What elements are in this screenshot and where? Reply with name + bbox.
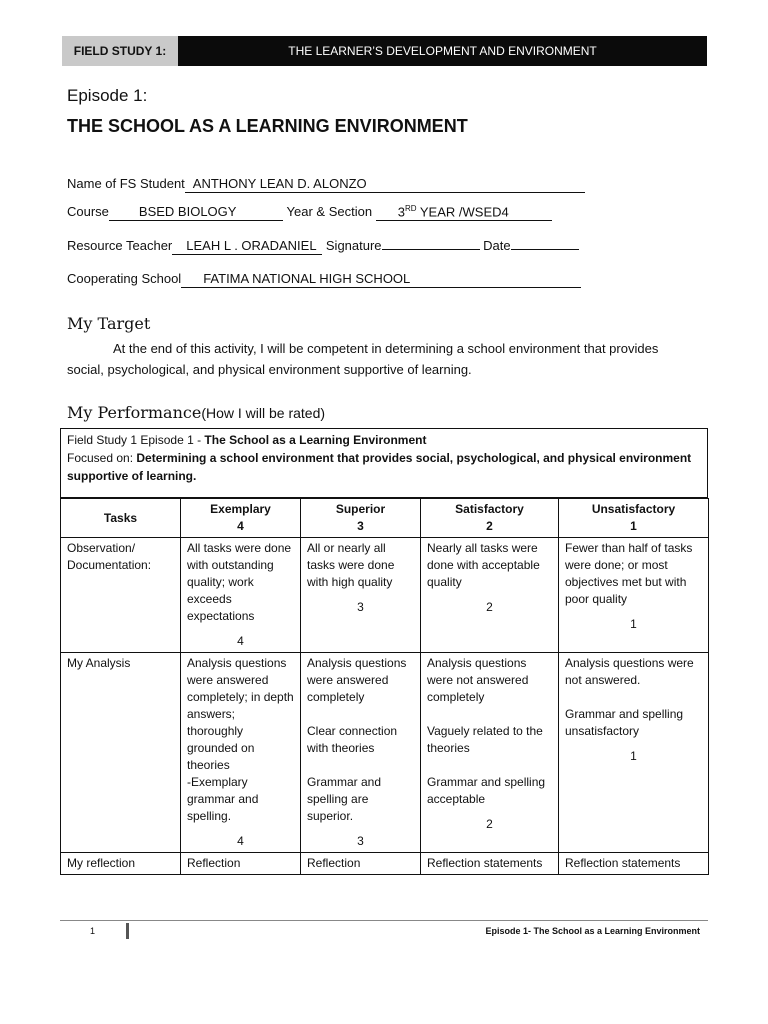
criteria-cell: [301, 853, 421, 875]
rubric-focus-text: Determining a school environment that provides social, psychological, and physical environment supportive of learning.: [67, 451, 692, 483]
rubric-header-box: [60, 428, 708, 498]
target-paragraph: [67, 338, 667, 380]
criteria-cell: [421, 853, 559, 875]
date-label: Date: [483, 238, 511, 253]
criteria-cell: [301, 653, 421, 853]
student-name-value: ANTHONY LEAN D. ALONZO: [185, 176, 585, 193]
resource-teacher-value: LEAH L . ORADANIEL: [172, 238, 322, 255]
criteria-cell: [559, 538, 709, 653]
performance-heading: My Performance: [67, 403, 202, 422]
col-score: 4: [237, 519, 244, 533]
cooperating-school-field: [67, 271, 581, 288]
task-cell: My reflection: [61, 853, 181, 875]
criteria-cell: [181, 853, 301, 875]
year-section-label: Year & Section: [286, 204, 373, 220]
criteria-text: Analysis questions were not answered. Grammar and spelling unsatisfactory: [565, 656, 694, 738]
year-value-number: 3: [397, 204, 405, 220]
criteria-text: All tasks were done with outstanding quality; work exceeds expectations: [187, 541, 292, 623]
criteria-text: Reflection statements: [565, 856, 681, 870]
criteria-text: Nearly all tasks were done with acceptable quality: [427, 541, 540, 589]
year-section-value: [376, 204, 552, 221]
criteria-score: 4: [237, 834, 244, 848]
criteria-cell: [181, 653, 301, 853]
task-cell: Observation/ Documentation:: [61, 538, 181, 653]
criteria-score: 3: [357, 834, 364, 848]
criteria-cell: [421, 538, 559, 653]
col-score: 3: [357, 519, 364, 533]
year-value-ordinal: RD: [404, 204, 417, 213]
col-tasks: Tasks: [61, 499, 181, 538]
criteria-cell: [301, 538, 421, 653]
col-superior: Superior 3: [301, 499, 421, 538]
criteria-text: Reflection: [307, 856, 361, 870]
criteria-text: Reflection statements: [427, 856, 543, 870]
criteria-text: Analysis questions were not answered completely Vaguely related to the theories Grammar and spelling acceptable: [427, 656, 546, 806]
target-text: At the end of this activity, I will be competent in determining a school environment that provides social, psychological, and physical environment supportive of learning.: [67, 341, 659, 377]
criteria-cell: [181, 538, 301, 653]
criteria-score: 1: [630, 617, 637, 631]
performance-subheading: (How I will be rated): [201, 405, 326, 421]
signature-label: Signature: [325, 238, 382, 253]
resource-teacher-label: Resource Teacher: [67, 238, 173, 253]
footer-divider: [126, 923, 129, 939]
header-bar: [62, 36, 707, 66]
my-target-heading: My Target: [67, 314, 151, 333]
rubric-table: [60, 498, 709, 875]
col-score: 1: [630, 519, 637, 533]
rubric-focus-prefix: Focused on:: [67, 451, 137, 465]
rubric-header-episode: The School as a Learning Environment: [204, 433, 427, 447]
my-performance-heading: [67, 403, 325, 422]
rubric-header-prefix: Field Study 1 Episode 1 -: [67, 433, 205, 447]
student-name-field: [67, 176, 585, 193]
episode-label: Episode 1:: [67, 86, 148, 105]
header-course-label: FIELD STUDY 1:: [62, 36, 178, 66]
criteria-text: All or nearly all tasks were done with high quality: [307, 541, 395, 589]
page-title: THE SCHOOL AS A LEARNING ENVIRONMENT: [67, 116, 468, 136]
page-footer: [60, 920, 708, 941]
col-exemplary: Exemplary 4: [181, 499, 301, 538]
course-value: BSED BIOLOGY: [109, 204, 283, 221]
table-row: [61, 538, 709, 653]
col-unsatisfactory: Unsatisfactory 1: [559, 499, 709, 538]
criteria-text: Fewer than half of tasks were done; or most objectives met but with poor quality: [565, 541, 693, 606]
criteria-score: 3: [357, 600, 364, 614]
page-number: 1: [90, 926, 96, 936]
course-label: Course: [67, 204, 109, 220]
table-row: [61, 653, 709, 853]
header-course-title: THE LEARNER’S DEVELOPMENT AND ENVIRONMENT: [178, 36, 707, 66]
rubric-header-row: [61, 499, 709, 538]
year-value-text: YEAR /WSED4: [416, 204, 509, 220]
cooperating-school-value: FATIMA NATIONAL HIGH SCHOOL: [181, 271, 581, 288]
student-name-label: Name of FS Student: [67, 176, 185, 191]
signature-line: [382, 248, 480, 250]
criteria-cell: [421, 653, 559, 853]
criteria-cell: [559, 653, 709, 853]
col-score: 2: [486, 519, 493, 533]
footer-text: Episode 1- The School as a Learning Environment: [485, 926, 700, 936]
course-field: [67, 204, 552, 221]
col-satisfactory: Satisfactory 2: [421, 499, 559, 538]
criteria-score: 4: [237, 634, 244, 648]
cooperating-school-label: Cooperating School: [67, 271, 182, 286]
criteria-text: Analysis questions were answered completely; in depth answers; thoroughly grounded on theories -Exemplary grammar and spelling.: [187, 656, 294, 823]
date-line: [511, 248, 579, 250]
criteria-text: Reflection: [187, 856, 241, 870]
criteria-text: Analysis questions were answered completely Clear connection with theories Grammar and spelling are superior.: [307, 656, 407, 823]
criteria-score: 1: [630, 749, 637, 763]
criteria-score: 2: [486, 817, 493, 831]
table-row: [61, 853, 709, 875]
task-cell: My Analysis: [61, 653, 181, 853]
criteria-score: 2: [486, 600, 493, 614]
criteria-cell: [559, 853, 709, 875]
resource-teacher-field: [67, 238, 579, 255]
